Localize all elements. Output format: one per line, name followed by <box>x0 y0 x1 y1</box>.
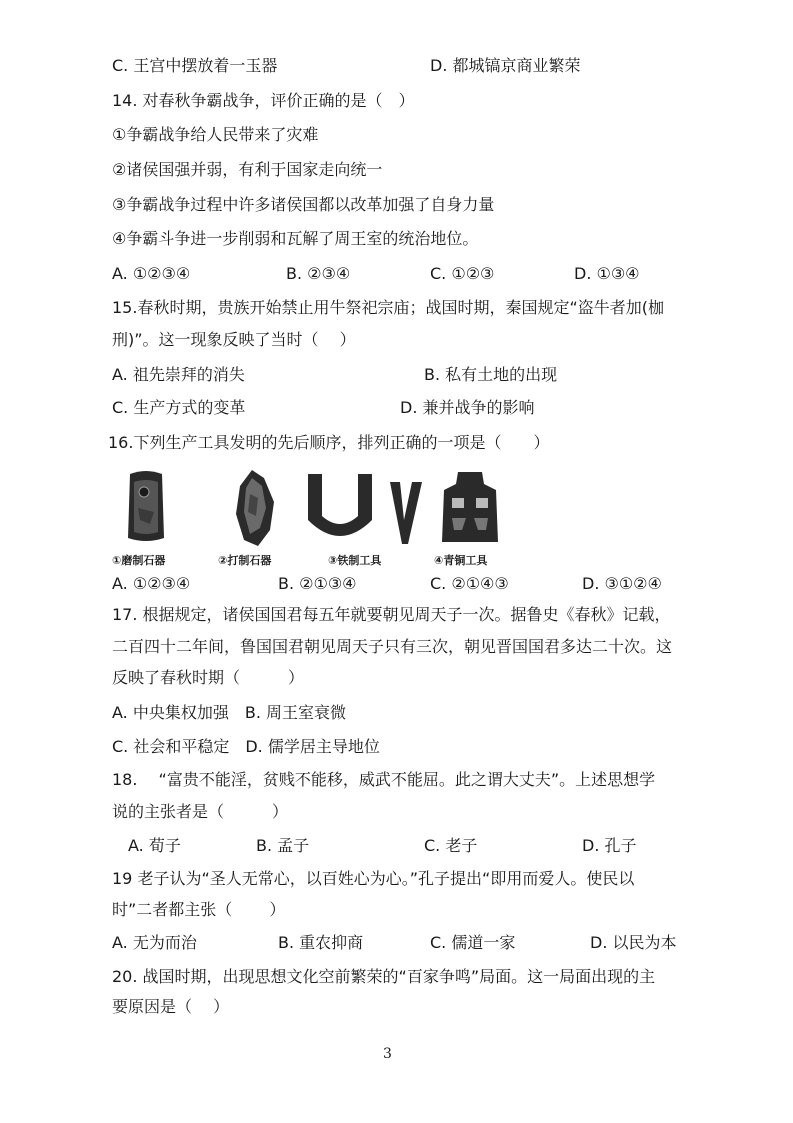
q14-item-4: ④争霸斗争进一步削弱和瓦解了周王室的统治地位。 <box>112 229 479 248</box>
tool-caption-4: ④青铜工具 <box>434 554 488 567</box>
tool-caption-2: ②打制石器 <box>218 554 272 567</box>
q18-option-b: B. 孟子 <box>256 836 310 855</box>
q14-item-3: ③争霸战争过程中许多诸侯国都以改革加强了自身力量 <box>112 195 495 214</box>
q17-line-1: 17. 根据规定，诸侯国国君每五年就要朝见周天子一次。据鲁史《春秋》记载， <box>112 605 671 624</box>
q19-line-2: 时”二者都主张（ ） <box>112 900 286 919</box>
q18-option-c: C. 老子 <box>424 836 478 855</box>
q19-option-b: B. 重农抑商 <box>278 933 364 952</box>
q16-option-a: A. ①②③④ <box>112 574 191 593</box>
q17-line-2: 二百四十二年间，鲁国国君朝见周天子只有三次，朝见晋国国君多达二十次。这 <box>112 637 673 656</box>
q14-option-d: D. ①③④ <box>574 264 640 283</box>
q20-line-2: 要原因是（ ） <box>112 997 230 1016</box>
q17-line-3: 反映了春秋时期（ ） <box>112 668 305 687</box>
tool-caption-1: ①磨制石器 <box>112 554 166 567</box>
page-number: 3 <box>383 1046 392 1062</box>
bronze-tool-image <box>438 468 502 548</box>
q14-item-1: ①争霸战争给人民带来了灾难 <box>112 125 319 144</box>
q15-option-a: A. 祖先崇拜的消失 <box>112 365 245 384</box>
q15-option-d: D. 兼并战争的影响 <box>400 398 535 417</box>
iron-tools-image <box>300 468 440 548</box>
option-d-top: D. 都城镐京商业繁荣 <box>430 56 581 75</box>
q16-option-b: B. ②①③④ <box>278 574 357 593</box>
option-c-top: C. 王宫中摆放着一玉器 <box>112 56 278 75</box>
q18-option-a: A. 荀子 <box>128 836 181 855</box>
q14-option-a: A. ①②③④ <box>112 264 191 283</box>
q19-option-d: D. 以民为本 <box>590 933 677 952</box>
tool-images <box>112 468 512 572</box>
q14-option-b: B. ②③④ <box>286 264 351 283</box>
q17-options-row-2: C. 社会和平稳定 D. 儒学居主导地位 <box>112 737 380 756</box>
q14-stem: 14. 对春秋争霸战争，评价正确的是（ ） <box>112 91 415 110</box>
q16-stem: 16.下列生产工具发明的先后顺序，排列正确的一项是（ ） <box>108 433 550 452</box>
q16-option-c: C. ②①④③ <box>430 574 509 593</box>
q15-option-b: B. 私有土地的出现 <box>424 365 558 384</box>
q19-option-c: C. 儒道一家 <box>430 933 516 952</box>
q18-line-1: 18. “富贵不能淫，贫贱不能移，威武不能屈。此之谓大丈夫”。上述思想学 <box>112 770 656 789</box>
chipped-stone-tool-image <box>230 468 280 548</box>
q15-option-c: C. 生产方式的变革 <box>112 398 246 417</box>
q14-option-c: C. ①②③ <box>430 264 495 283</box>
tool-caption-3: ③铁制工具 <box>328 554 382 567</box>
q17-options-row-1: A. 中央集权加强 B. 周王室衰微 <box>112 703 346 722</box>
q18-line-2: 说的主张者是（ ） <box>112 802 289 821</box>
q19-line-1: 19 老子认为“圣人无常心，以百姓心为心。”孔子提出“即用而爱人。使民以 <box>112 869 635 888</box>
q14-item-2: ②诸侯国强并弱，有利于国家走向统一 <box>112 160 383 179</box>
q15-line-1: 15.春秋时期，贵族开始禁止用牛祭祀宗庙；战国时期，秦国规定“盗牛者加(枷 <box>112 298 664 317</box>
q18-option-d: D. 孔子 <box>582 836 637 855</box>
q20-line-1: 20. 战国时期，出现思想文化空前繁荣的“百家争鸣”局面。这一局面出现的主 <box>112 967 656 986</box>
q16-option-d: D. ③①②④ <box>582 574 662 593</box>
polished-stone-tool-image <box>122 468 170 546</box>
q15-line-2: 刑)”。这一现象反映了当时（ ） <box>112 330 356 349</box>
q19-option-a: A. 无为而治 <box>112 933 197 952</box>
